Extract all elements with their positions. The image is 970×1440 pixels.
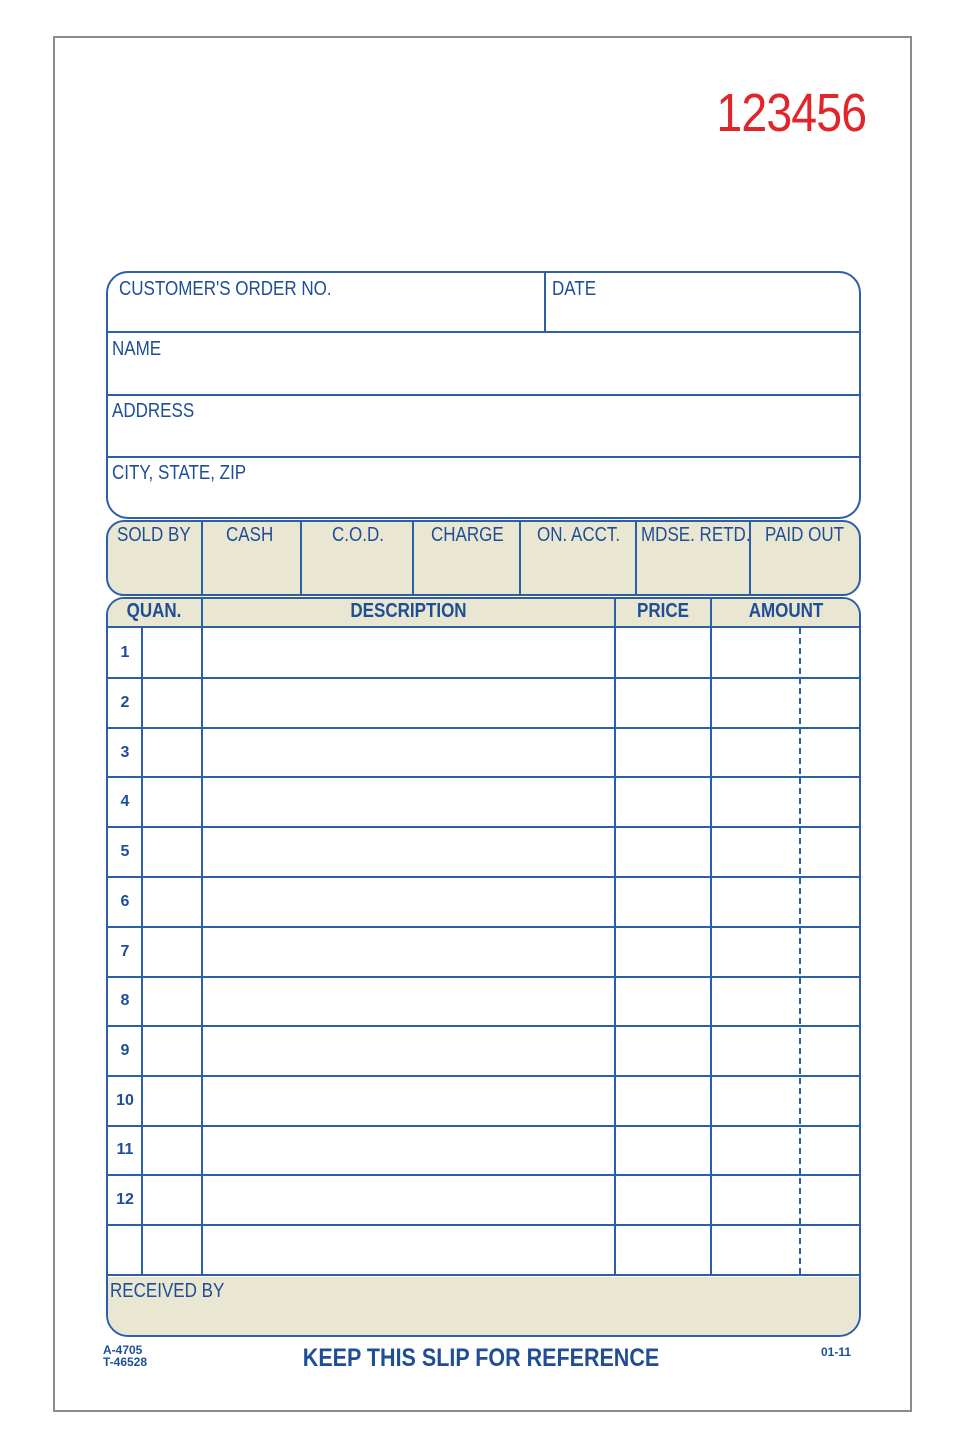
date-field[interactable]: DATE [552, 278, 597, 300]
divider [300, 522, 302, 594]
row-number: 1 [120, 644, 130, 661]
divider [107, 1125, 860, 1127]
row-number: 9 [120, 1042, 130, 1059]
revision-code: 01-11 [821, 1345, 852, 1359]
row-number: 7 [120, 943, 130, 960]
serial-number: 123456 [716, 83, 866, 143]
form-code [103, 1344, 147, 1368]
divider [107, 626, 860, 628]
form-code-2: T-46528 [103, 1355, 148, 1369]
items-table [106, 597, 861, 1337]
divider [107, 826, 860, 828]
merchandise-returned-field[interactable]: MDSE. RETD. [641, 524, 751, 546]
divider [107, 727, 860, 729]
city-state-zip-field[interactable]: CITY, STATE, ZIP [112, 462, 247, 484]
divider [107, 331, 860, 333]
row-number: 5 [120, 843, 130, 860]
row-number: 2 [120, 694, 130, 711]
row-number: 6 [120, 893, 130, 910]
divider [519, 522, 521, 594]
cod-field[interactable]: C.O.D. [332, 524, 384, 546]
description-column-header: DESCRIPTION [350, 600, 467, 622]
divider [201, 522, 203, 594]
divider [107, 677, 860, 679]
row-number: 4 [120, 793, 130, 810]
on-account-field[interactable]: ON. ACCT. [537, 524, 621, 546]
address-field[interactable]: ADDRESS [112, 400, 195, 422]
charge-field[interactable]: CHARGE [431, 524, 504, 546]
row-number: 3 [120, 744, 130, 761]
cash-field[interactable]: CASH [226, 524, 274, 546]
divider [635, 522, 637, 594]
divider [107, 1174, 860, 1176]
row-number: 12 [116, 1191, 134, 1208]
amount-column-header: AMOUNT [748, 600, 824, 622]
divider [107, 1224, 860, 1226]
name-field[interactable]: NAME [112, 338, 162, 360]
divider [107, 976, 860, 978]
cents-divider [799, 628, 801, 1274]
divider [544, 272, 546, 332]
divider [412, 522, 414, 594]
quantity-column-header: QUAN. [126, 600, 182, 622]
form-code-1: A-4705 [103, 1343, 143, 1357]
divider [107, 1075, 860, 1077]
divider [107, 876, 860, 878]
row-number: 11 [116, 1141, 134, 1158]
sold-by-field[interactable]: SOLD BY [117, 524, 191, 546]
keep-slip-message: KEEP THIS SLIP FOR REFERENCE [302, 1344, 660, 1372]
divider [107, 926, 860, 928]
divider [107, 394, 860, 396]
divider [107, 776, 860, 778]
received-by-field[interactable]: RECEIVED BY [110, 1280, 225, 1302]
divider [107, 1274, 860, 1276]
divider [107, 1025, 860, 1027]
row-number: 8 [120, 992, 130, 1009]
row-number: 10 [116, 1092, 134, 1109]
divider [107, 456, 860, 458]
sales-slip [53, 36, 912, 1412]
price-column-header: PRICE [637, 600, 689, 622]
customer-order-no-field[interactable]: CUSTOMER'S ORDER NO. [119, 278, 332, 300]
paid-out-field[interactable]: PAID OUT [765, 524, 845, 546]
